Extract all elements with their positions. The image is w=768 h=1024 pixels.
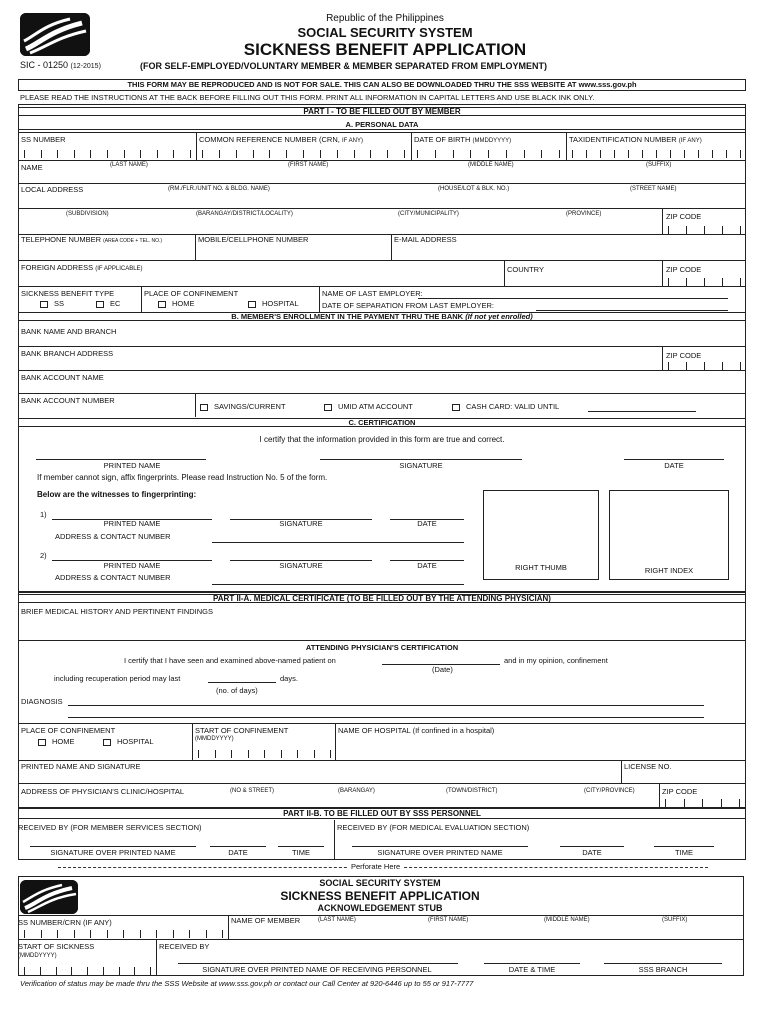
- member-date-input[interactable]: [624, 459, 724, 460]
- home-checkbox[interactable]: [158, 301, 166, 308]
- member-section-time-input[interactable]: [278, 846, 324, 847]
- email-label: E-MAIL ADDRESS: [394, 235, 457, 244]
- recv-member-label: RECEIVED BY (FOR MEMBER SERVICES SECTION): [18, 823, 202, 832]
- medical-section-date-caption: DATE: [582, 848, 602, 857]
- days-text: days.: [280, 674, 298, 683]
- date-paren-caption: (Date): [432, 665, 453, 674]
- digit-divider: [698, 150, 699, 158]
- stub-member-name-input[interactable]: [231, 926, 743, 938]
- republic-text: Republic of the Philippines: [326, 13, 444, 24]
- digit-divider: [614, 150, 615, 158]
- digit-divider: [222, 930, 223, 938]
- telephone-label: [21, 236, 162, 244]
- digit-divider: [57, 930, 58, 938]
- tin-label: [569, 136, 702, 144]
- email-input[interactable]: [393, 246, 743, 258]
- last-employer-label: NAME OF LAST EMPLOYER:: [322, 289, 423, 298]
- bank-account-name-label: BANK ACCOUNT NAME: [21, 373, 104, 382]
- diagnosis-label: DIAGNOSIS: [21, 697, 63, 706]
- digit-divider: [57, 150, 58, 158]
- form-number-code: SIC - 01250: [20, 60, 69, 70]
- digit-divider: [702, 799, 703, 807]
- physician-home-label: HOME: [52, 737, 75, 746]
- digit-divider: [231, 750, 232, 758]
- start-conf-input[interactable]: [194, 746, 334, 758]
- dob-format: (MMDDYYYY): [472, 138, 512, 144]
- right-thumb-label: RIGHT THUMB: [515, 563, 567, 572]
- physician-name-input[interactable]: [20, 772, 618, 782]
- suffix-caption: (SUFFIX): [646, 162, 672, 168]
- medical-section-signature-input[interactable]: [352, 846, 528, 847]
- stub-date-time-caption: DATE & TIME: [508, 965, 556, 974]
- digit-divider: [303, 150, 304, 158]
- digit-divider: [668, 226, 669, 234]
- digit-divider: [190, 150, 191, 158]
- foreign-address-label: [21, 264, 143, 272]
- form-revision: (12-2015): [70, 63, 101, 70]
- member-section-date-caption: DATE: [228, 848, 248, 857]
- stub-received-by-label: RECEIVED BY: [159, 942, 210, 951]
- digit-divider: [387, 150, 388, 158]
- digit-divider: [90, 150, 91, 158]
- separation-label: DATE OF SEPARATION FROM LAST EMPLOYER:: [322, 301, 494, 310]
- stub-suffix-caption: (SUFFIX): [662, 917, 688, 923]
- witness2-printed-name-caption: PRINTED NAME: [103, 561, 161, 570]
- digit-divider: [704, 226, 705, 234]
- section-c-title: C. CERTIFICATION: [18, 418, 746, 427]
- stub-date-time-input[interactable]: [484, 963, 580, 964]
- ss-option-label: SS: [54, 299, 65, 308]
- digit-divider: [686, 226, 687, 234]
- telephone-note: (AREA CODE + TEL. NO.): [103, 238, 163, 244]
- digit-divider: [40, 967, 41, 975]
- benefit-ec-option[interactable]: [96, 300, 120, 308]
- member-section-date-input[interactable]: [210, 846, 266, 847]
- digit-divider: [119, 967, 120, 975]
- digit-divider: [722, 362, 723, 370]
- house-lot-caption: (HOUSE/LOT & BLK. NO.): [438, 186, 510, 192]
- digit-divider: [74, 930, 75, 938]
- crn-label: [199, 136, 363, 144]
- digit-divider: [559, 150, 560, 158]
- foreign-address-input[interactable]: [20, 272, 502, 284]
- bank-name-label: BANK NAME AND BRANCH: [21, 327, 117, 336]
- medical-section-date-input[interactable]: [560, 846, 624, 847]
- digit-divider: [286, 150, 287, 158]
- rm-flr-caption: (RM./FLR./UNIT NO. & BLDG. NAME): [168, 186, 270, 192]
- digit-divider: [722, 278, 723, 286]
- place-hospital-option[interactable]: [248, 300, 299, 308]
- bank-account-number-label: BANK ACCOUNT NUMBER: [21, 396, 115, 405]
- member-printed-name-input[interactable]: [36, 459, 206, 460]
- physician-hospital-option[interactable]: [103, 738, 154, 746]
- province-caption: (PROVINCE): [566, 211, 602, 217]
- digit-divider: [90, 930, 91, 938]
- right-index-label: RIGHT INDEX: [644, 566, 694, 575]
- last-name-caption: (LAST NAME): [110, 162, 148, 168]
- digit-divider: [173, 930, 174, 938]
- ec-checkbox[interactable]: [96, 301, 104, 308]
- digit-divider: [24, 967, 25, 975]
- digit-divider: [150, 967, 151, 975]
- physician-hospital-label: HOSPITAL: [117, 737, 154, 746]
- section-b-title: [18, 312, 746, 321]
- digit-divider: [219, 150, 220, 158]
- digit-divider: [124, 150, 125, 158]
- digit-divider: [404, 150, 405, 158]
- digit-divider: [740, 362, 741, 370]
- medical-section-signature-caption: SIGNATURE OVER PRINTED NAME: [377, 848, 503, 857]
- stub-sss-logo: [20, 880, 78, 914]
- town-caption: (TOWN/DISTRICT): [446, 788, 498, 794]
- digit-divider: [320, 150, 321, 158]
- digit-divider: [686, 278, 687, 286]
- part1-title: PART I - TO BE FILLED OUT BY MEMBER: [18, 107, 746, 116]
- digit-divider: [668, 362, 669, 370]
- digit-divider: [586, 150, 587, 158]
- stub-ss-crn-input[interactable]: [20, 928, 226, 938]
- savings-checkbox[interactable]: [200, 404, 208, 411]
- digit-divider: [470, 150, 471, 158]
- separation-input[interactable]: [536, 310, 728, 311]
- stub-start-sickness-input[interactable]: [20, 963, 154, 975]
- start-conf-format: (MMDDYYYY): [195, 736, 234, 742]
- digit-divider: [173, 150, 174, 158]
- tin-input[interactable]: [568, 146, 744, 158]
- footer-note: Verification of status may be made thru the SSS Website at www.sss.gov.ph or contact our Call Center at 920-6446 up to 55 or 917-7777: [20, 979, 474, 988]
- digit-divider: [157, 150, 158, 158]
- stub-branch-input[interactable]: [604, 963, 722, 964]
- witness1-signature-caption: SIGNATURE: [279, 519, 323, 528]
- savings-option[interactable]: [200, 403, 286, 411]
- digit-divider: [24, 150, 25, 158]
- hospital-name-input[interactable]: [338, 738, 744, 758]
- benefit-ss-option[interactable]: [40, 300, 64, 308]
- member-section-time-caption: TIME: [292, 848, 310, 857]
- cert-line2-start: including recuperation period may last: [54, 674, 181, 683]
- zip-label: ZIP CODE: [666, 212, 702, 221]
- foreign-address-note: (IF APPLICABLE): [95, 266, 143, 272]
- bank-name-input[interactable]: [20, 336, 744, 346]
- digit-divider: [506, 150, 507, 158]
- digit-divider: [665, 799, 666, 807]
- address-line2-input[interactable]: [20, 218, 660, 230]
- country-label: COUNTRY: [507, 265, 544, 274]
- part2a-title: PART II-A. MEDICAL CERTIFICATE (TO BE FILLED OUT BY THE ATTENDING PHYSICIAN): [18, 594, 746, 603]
- section-b-text: B. MEMBER'S ENROLLMENT IN THE PAYMENT THRU THE BANK: [231, 312, 464, 321]
- digit-divider: [740, 150, 741, 158]
- clinic-barangay-caption: (BARANGAY): [338, 788, 375, 794]
- form-subtitle: (FOR SELF-EMPLOYED/VOLUNTARY MEMBER & MEMBER SEPARATED FROM EMPLOYMENT): [140, 61, 547, 71]
- digit-divider: [453, 150, 454, 158]
- diagnosis-input-1[interactable]: [68, 705, 704, 706]
- first-name-caption: (FIRST NAME): [288, 162, 329, 168]
- valid-until-input[interactable]: [588, 411, 696, 412]
- diagnosis-input-2[interactable]: [68, 717, 704, 718]
- tin-label-text: TAXIDENTIFICATION NUMBER: [569, 135, 677, 144]
- stub-branch-caption: SSS BRANCH: [638, 965, 688, 974]
- physician-hospital-checkbox[interactable]: [103, 739, 111, 746]
- witness2-address-input[interactable]: [212, 584, 464, 585]
- bank-address-label: BANK BRANCH ADDRESS: [21, 349, 114, 358]
- digit-divider: [488, 150, 489, 158]
- digit-divider: [721, 799, 722, 807]
- place-home-option[interactable]: [158, 300, 195, 308]
- digit-divider: [417, 150, 418, 158]
- digit-divider: [281, 750, 282, 758]
- umid-checkbox[interactable]: [324, 404, 332, 411]
- umid-option[interactable]: [324, 403, 413, 411]
- telephone-input[interactable]: [20, 246, 192, 258]
- digit-divider: [74, 150, 75, 158]
- middle-name-caption: (MIDDLE NAME): [468, 162, 514, 168]
- digit-divider: [740, 226, 741, 234]
- cash-card-option[interactable]: [452, 403, 559, 411]
- digit-divider: [628, 150, 629, 158]
- dob-label: [414, 136, 511, 144]
- digit-divider: [684, 150, 685, 158]
- telephone-label-text: TELEPHONE NUMBER: [21, 235, 102, 244]
- digit-divider: [123, 930, 124, 938]
- clinic-zip-input[interactable]: [661, 796, 743, 807]
- stub-start-sickness-label: START OF SICKNESS: [18, 942, 95, 951]
- stub-agency: SOCIAL SECURITY SYSTEM: [319, 878, 441, 888]
- digit-divider: [686, 362, 687, 370]
- recv-medical-label: RECEIVED BY (FOR MEDICAL EVALUATION SECTION): [337, 823, 530, 832]
- digit-divider: [140, 150, 141, 158]
- digit-divider: [337, 150, 338, 158]
- certify-text: I certify that the information provided in this form are true and correct.: [259, 435, 505, 444]
- digit-divider: [236, 150, 237, 158]
- dob-input[interactable]: [413, 146, 563, 158]
- digit-divider: [269, 150, 270, 158]
- digit-divider: [253, 150, 254, 158]
- witness2-number: 2): [40, 551, 47, 560]
- section-b-note: (If not yet enrolled): [465, 312, 533, 321]
- stub-title: SICKNESS BENEFIT APPLICATION: [280, 889, 480, 903]
- date-caption: DATE: [664, 461, 684, 470]
- hospital-checkbox[interactable]: [248, 301, 256, 308]
- witness2-date-caption: DATE: [417, 561, 437, 570]
- history-label: BRIEF MEDICAL HISTORY AND PERTINENT FINDINGS: [21, 607, 213, 616]
- digit-divider: [206, 930, 207, 938]
- digit-divider: [134, 967, 135, 975]
- no-of-days-input[interactable]: [208, 682, 276, 683]
- digit-divider: [354, 150, 355, 158]
- subdivision-caption: (SUBDIVISION): [66, 211, 109, 217]
- digit-divider: [670, 150, 671, 158]
- physician-cert-title: ATTENDING PHYSICIAN'S CERTIFICATION: [305, 643, 459, 652]
- digit-divider: [656, 150, 657, 158]
- digit-divider: [248, 750, 249, 758]
- signature-caption: SIGNATURE: [399, 461, 443, 470]
- home-option-label: HOME: [172, 299, 195, 308]
- ec-option-label: EC: [110, 299, 121, 308]
- digit-divider: [297, 750, 298, 758]
- cash-card-option-label: CASH CARD: VALID UNTIL: [466, 402, 560, 411]
- stub-member-name-label: NAME OF MEMBER: [231, 916, 301, 925]
- stub-receiving-signature-caption: SIGNATURE OVER PRINTED NAME OF RECEIVING PERSONNEL: [202, 965, 432, 974]
- form-number: [20, 61, 101, 70]
- digit-divider: [704, 362, 705, 370]
- last-employer-input[interactable]: [418, 298, 728, 299]
- no-street-caption: (NO & STREET): [230, 788, 275, 794]
- digit-divider: [668, 278, 669, 286]
- tin-note: (IF ANY): [678, 138, 702, 144]
- clinic-address-input[interactable]: [20, 797, 656, 807]
- notice-text: THIS FORM MAY BE REPRODUCED AND IS NOT FOR SALE. THIS CAN ALSO BE DOWNLOADED THRU THE SSS WEBSITE AT www.sss.gov.ph: [127, 80, 637, 89]
- digit-divider: [107, 150, 108, 158]
- local-address-label: LOCAL ADDRESS: [21, 185, 84, 194]
- digit-divider: [600, 150, 601, 158]
- sss-logo-icon: [20, 13, 90, 56]
- start-conf-label: START OF CONFINEMENT: [195, 726, 289, 735]
- crn-label-text: COMMON REFERENCE NUMBER (CRN,: [199, 135, 340, 144]
- digit-divider: [87, 967, 88, 975]
- license-label: LICENSE NO.: [624, 762, 672, 771]
- savings-option-label: SAVINGS/CURRENT: [214, 402, 286, 411]
- clinic-zip-label: ZIP CODE: [662, 787, 698, 796]
- ss-number-input[interactable]: [20, 146, 194, 158]
- digit-divider: [712, 150, 713, 158]
- ss-number-label: SS NUMBER: [21, 135, 66, 144]
- ss-checkbox[interactable]: [40, 301, 48, 308]
- digit-divider: [198, 750, 199, 758]
- witness2-address-label: ADDRESS & CONTACT NUMBER: [55, 573, 171, 582]
- section-a-title: A. PERSONAL DATA: [18, 121, 746, 130]
- bank-account-name-input[interactable]: [20, 382, 744, 392]
- name-label: NAME: [21, 163, 43, 172]
- digit-divider: [684, 799, 685, 807]
- digit-divider: [41, 930, 42, 938]
- bank-zip-input[interactable]: [664, 360, 744, 370]
- digit-divider: [156, 930, 157, 938]
- stub-sss-logo-icon: [20, 880, 78, 914]
- member-section-signature-caption: SIGNATURE OVER PRINTED NAME: [50, 848, 176, 857]
- stub-subtitle: ACKNOWLEDGEMENT STUB: [317, 903, 443, 913]
- foreign-zip-label: ZIP CODE: [666, 265, 702, 274]
- foreign-address-label-text: FOREIGN ADDRESS: [21, 263, 94, 272]
- cash-card-checkbox[interactable]: [452, 404, 460, 411]
- physician-place-conf-label: PLACE OF CONFINEMENT: [21, 726, 116, 735]
- witnesses-heading: Below are the witnesses to fingerprinting:: [37, 490, 197, 499]
- stub-receiving-signature-input[interactable]: [178, 963, 458, 964]
- hospital-option-label: HOSPITAL: [262, 299, 299, 308]
- digit-divider: [370, 150, 371, 158]
- digit-divider: [330, 750, 331, 758]
- digit-divider: [202, 150, 203, 158]
- printed-name-signature-label: PRINTED NAME AND SIGNATURE: [21, 762, 141, 771]
- physician-home-checkbox[interactable]: [38, 739, 46, 746]
- address-line1-input[interactable]: [20, 194, 744, 206]
- digit-divider: [189, 930, 190, 938]
- hospital-name-label: NAME OF HOSPITAL (If confined in a hospital): [338, 726, 495, 735]
- fingerprint-note: If member cannot sign, affix fingerprints. Please read Instruction No. 5 of the form.: [37, 473, 328, 482]
- witness2-signature-caption: SIGNATURE: [279, 561, 323, 570]
- perforate-text: Perforate Here: [348, 863, 403, 871]
- digit-divider: [739, 799, 740, 807]
- city-caption: (CITY/MUNICIPALITY): [398, 211, 459, 217]
- city-province-caption: (CITY/PROVINCE): [584, 788, 635, 794]
- crn-input[interactable]: [198, 146, 408, 158]
- foreign-zip-input[interactable]: [664, 274, 744, 286]
- dob-label-text: DATE OF BIRTH: [414, 135, 471, 144]
- zip-input[interactable]: [664, 222, 744, 234]
- stub-ss-crn-label: SS NUMBER/CRN (IF ANY): [18, 918, 112, 927]
- cert-line1-end: and in my opinion, confinement: [504, 656, 608, 665]
- digit-divider: [740, 278, 741, 286]
- digit-divider: [215, 750, 216, 758]
- mobile-input[interactable]: [197, 246, 389, 258]
- medical-section-time-input[interactable]: [654, 846, 714, 847]
- printed-name-caption: PRINTED NAME: [103, 461, 161, 470]
- digit-divider: [56, 967, 57, 975]
- bank-zip-label: ZIP CODE: [666, 351, 702, 360]
- member-section-signature-input[interactable]: [30, 846, 196, 847]
- digit-divider: [642, 150, 643, 158]
- digit-divider: [71, 967, 72, 975]
- witness1-date-caption: DATE: [417, 519, 437, 528]
- physician-home-option[interactable]: [38, 738, 75, 746]
- name-input[interactable]: [50, 168, 744, 180]
- instructions-text: PLEASE READ THE INSTRUCTIONS AT THE BACK BEFORE FILLING OUT THIS FORM. PRINT ALL INFORMATION IN CAPITAL LETTERS AND USE BLACK INK ONLY.: [20, 93, 595, 102]
- barangay-caption: (BARANGAY/DISTRICT/LOCALITY): [196, 211, 293, 217]
- digit-divider: [264, 750, 265, 758]
- agency-text: SOCIAL SECURITY SYSTEM: [297, 25, 473, 40]
- stub-first-name-caption: (FIRST NAME): [428, 917, 469, 923]
- mobile-label: MOBILE/CELLPHONE NUMBER: [198, 235, 309, 244]
- witness1-address-label: ADDRESS & CONTACT NUMBER: [55, 532, 171, 541]
- place-conf-label: PLACE OF CONFINEMENT: [144, 289, 239, 298]
- license-input[interactable]: [623, 772, 744, 782]
- digit-divider: [41, 150, 42, 158]
- digit-divider: [314, 750, 315, 758]
- no-days-caption: (no. of days): [216, 686, 258, 695]
- history-input[interactable]: [20, 617, 744, 639]
- digit-divider: [722, 226, 723, 234]
- witness1-printed-name-caption: PRINTED NAME: [103, 519, 161, 528]
- digit-divider: [524, 150, 525, 158]
- stub-middle-name-caption: (MIDDLE NAME): [544, 917, 590, 923]
- digit-divider: [572, 150, 573, 158]
- crn-note: IF ANY): [341, 138, 363, 144]
- digit-divider: [103, 967, 104, 975]
- member-signature-input[interactable]: [320, 459, 522, 460]
- medical-section-time-caption: TIME: [675, 848, 693, 857]
- digit-divider: [541, 150, 542, 158]
- stub-last-name-caption: (LAST NAME): [318, 917, 356, 923]
- digit-divider: [24, 930, 25, 938]
- witness1-address-input[interactable]: [212, 542, 464, 543]
- street-caption: (STREET NAME): [630, 186, 677, 192]
- digit-divider: [435, 150, 436, 158]
- stub-start-format: (MMDDYYYY): [18, 953, 57, 959]
- digit-divider: [140, 930, 141, 938]
- sss-logo: [20, 13, 90, 56]
- part2b-title: PART II-B. TO BE FILLED OUT BY SSS PERSONNEL: [18, 810, 746, 819]
- digit-divider: [107, 930, 108, 938]
- benefit-type-label: SICKNESS BENEFIT TYPE: [21, 289, 115, 298]
- clinic-address-label: ADDRESS OF PHYSICIAN'S CLINIC/HOSPITAL: [21, 787, 184, 796]
- digit-divider: [726, 150, 727, 158]
- digit-divider: [704, 278, 705, 286]
- cert-line1-start: I certify that I have seen and examined above-named patient on: [124, 656, 336, 665]
- umid-option-label: UMID ATM ACCOUNT: [338, 402, 413, 411]
- witness1-number: 1): [40, 510, 47, 519]
- form-title: SICKNESS BENEFIT APPLICATION: [243, 40, 527, 59]
